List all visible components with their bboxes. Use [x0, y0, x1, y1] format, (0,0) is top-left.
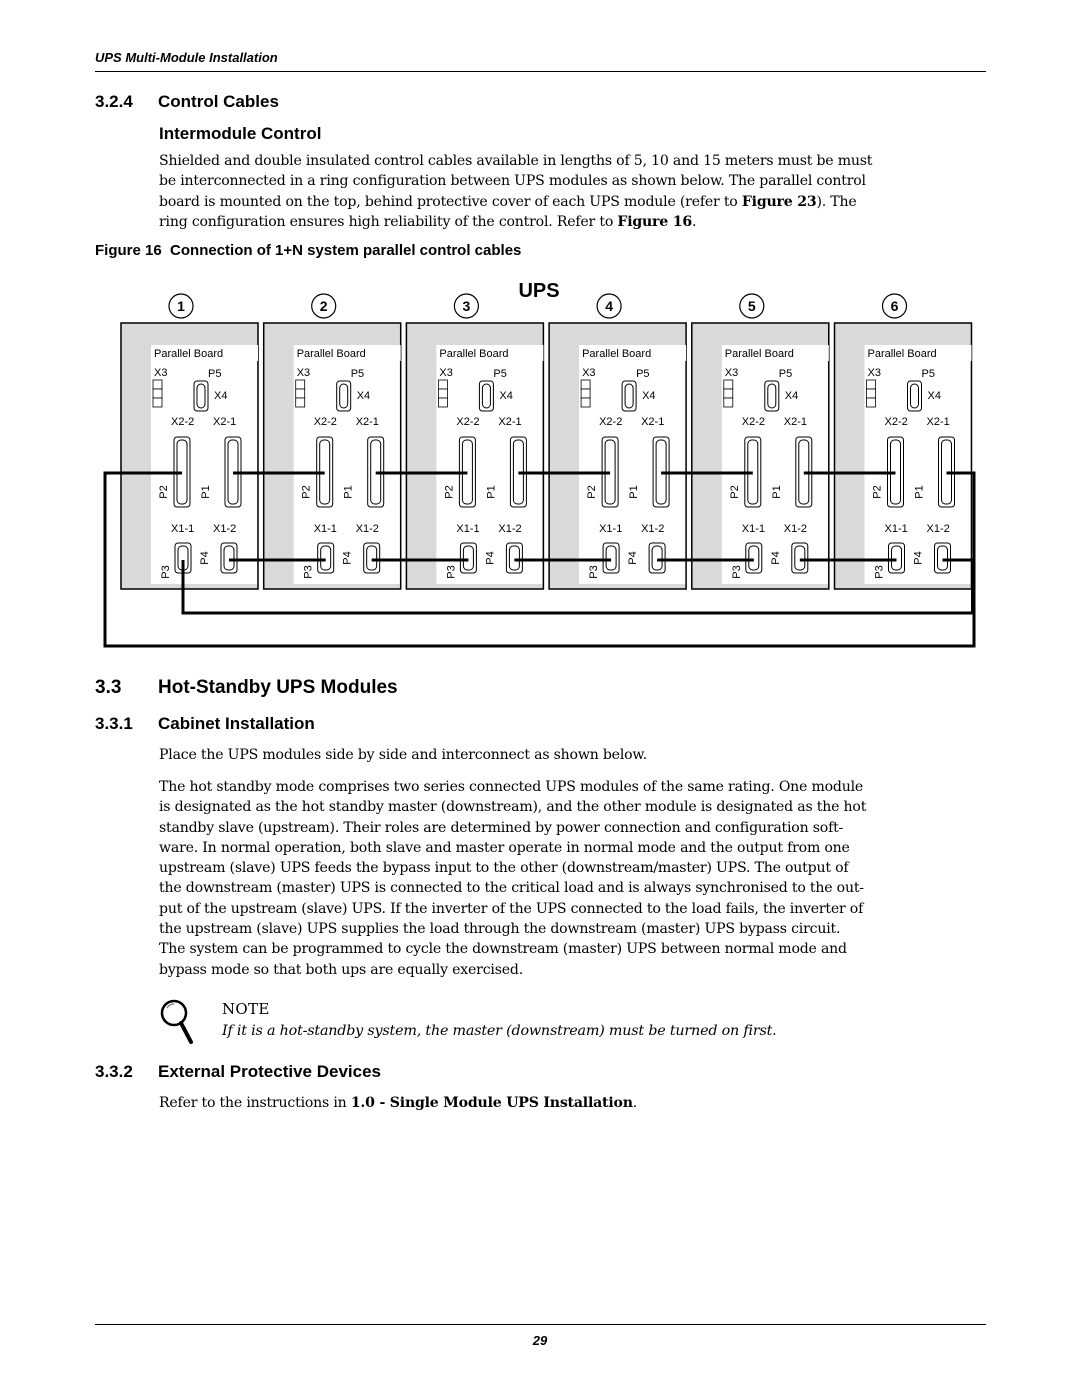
x1-2-label: X1-2: [641, 523, 665, 535]
paragraph-line: ring configuration ensures high reliability of the control. Refer to Figure 16.: [159, 213, 697, 230]
x1-2-label: X1-2: [213, 523, 237, 535]
p4-label: P4: [627, 551, 640, 565]
subheading-intermodule-control: Intermodule Control: [159, 124, 322, 143]
p1-label: P1: [913, 485, 926, 499]
x3-pin: [153, 389, 162, 398]
note-label: NOTE: [222, 1000, 270, 1018]
p1-label: P1: [342, 485, 355, 499]
p3-label: P3: [730, 565, 743, 579]
x3-pin: [867, 380, 876, 389]
paragraph-line: be interconnected in a ring configuration between UPS modules as shown below. The parallel control: [159, 173, 866, 190]
p5-label: P5: [778, 368, 793, 380]
x3-pin: [724, 380, 733, 389]
x1-1-label: X1-1: [171, 523, 195, 535]
board-title: Parallel Board: [154, 348, 224, 360]
board-title: Parallel Board: [439, 348, 509, 360]
magnifier-icon: [157, 996, 197, 1048]
x4-label: X4: [927, 390, 941, 402]
board-title: Parallel Board: [724, 348, 794, 360]
x3-pin: [296, 398, 305, 407]
single-module-installation-link[interactable]: 1.0 - Single Module UPS Installation: [350, 1095, 633, 1111]
p2-label: P2: [586, 485, 599, 499]
p3-label: P3: [302, 565, 315, 579]
x1-1-label: X1-1: [456, 523, 480, 535]
paragraph-line: bypass mode so that both ups are equally exercised.: [159, 961, 523, 978]
board-title: Parallel Board: [867, 348, 937, 360]
x3-pin: [153, 380, 162, 389]
x2-2-label: X2-2: [884, 416, 908, 428]
ups-module: [264, 294, 401, 589]
running-header: UPS Multi-Module Installation: [95, 50, 278, 65]
x3-pin: [438, 389, 447, 398]
paragraph-line: The hot standby mode comprises two series connected UPS modules of the same rating. One module: [159, 779, 864, 795]
board-title: Parallel Board: [582, 348, 652, 360]
p4-label: P4: [912, 551, 925, 565]
p4-label: P4: [199, 551, 211, 565]
ups-module: [692, 294, 829, 589]
paragraph-line: put of the upstream (slave) UPS. If the inverter of the UPS connected to the load fails, the inverter of: [159, 900, 864, 917]
paragraph-line: upstream (slave) UPS feeds the bypass input to the other (downstream/master) UPS. The output of: [159, 860, 849, 877]
section-3-3-2-heading: [95, 1062, 381, 1082]
x2-1-label: X2-1: [498, 416, 522, 428]
paragraph-line: ware. In normal operation, both slave and master operate in normal mode and the output from one: [159, 839, 850, 856]
paragraph-line: board is mounted on the top, behind protective cover of each UPS module (refer to Figure 23). The: [159, 193, 857, 210]
p4-connector: [364, 543, 380, 573]
ups-module: [121, 294, 258, 589]
figure-label: Figure 16: [95, 242, 162, 259]
x3-pin: [724, 398, 733, 407]
paragraph-line: is designated as the hot standby master (downstream), and the other module is designated as the hot: [159, 799, 867, 816]
section-number: 3.3.2: [95, 1062, 133, 1081]
p4-connector: [792, 543, 808, 573]
p3-connector: [889, 543, 905, 573]
x2-1-label: X2-1: [783, 416, 808, 428]
section-number: 3.3: [95, 677, 122, 698]
x2-2-label: X2-2: [456, 416, 480, 428]
section-number: 3.3.1: [95, 714, 133, 733]
x2-1-label: X2-1: [355, 416, 379, 428]
p5-label: P5: [350, 368, 365, 380]
x2-1-label: X2-1: [213, 416, 237, 428]
module-number: 5: [747, 298, 756, 314]
paragraph-line: standby slave (upstream). Their roles are determined by power connection and configuration soft-: [159, 819, 844, 836]
x3-pin: [296, 380, 305, 389]
p4-label: P4: [484, 551, 497, 565]
module-number: 2: [319, 298, 328, 314]
x3-pin: [438, 398, 447, 407]
p1-label: P1: [628, 485, 641, 499]
x1-2-label: X1-2: [783, 523, 808, 535]
board-title: Parallel Board: [296, 348, 366, 360]
figure-16-link[interactable]: Figure 16: [617, 213, 692, 230]
x3-label: X3: [867, 367, 881, 379]
module-number: 3: [462, 298, 471, 314]
paragraph-line: the upstream (slave) UPS supplies the load through the downstream (master) UPS bypass circuit.: [159, 921, 841, 938]
figure-caption-text: Connection of 1+N system parallel control cables: [170, 242, 522, 259]
x1-1-label: X1-1: [884, 523, 908, 535]
x4-label: X4: [214, 390, 228, 402]
x3-pin: [581, 398, 590, 407]
x1-2-label: X1-2: [498, 523, 522, 535]
p1-label: P1: [200, 485, 212, 499]
p2-label: P2: [158, 485, 170, 499]
ups-label: UPS: [518, 280, 560, 302]
page-number: 29: [532, 1333, 548, 1348]
x3-pin: [867, 398, 876, 407]
figure-16-caption: [95, 242, 521, 259]
x2-1-label: X2-1: [926, 416, 950, 428]
x3-pin: [153, 398, 162, 407]
x2-1-label: X2-1: [641, 416, 665, 428]
ups-module: [549, 294, 686, 589]
module-number: 4: [605, 298, 613, 314]
x4-label: X4: [356, 390, 371, 402]
p3-connector: [603, 543, 619, 573]
note-text: If it is a hot-standby system, the master (downstream) must be turned on first.: [222, 1023, 777, 1039]
module-number: 1: [177, 298, 185, 314]
p5-label: P5: [208, 368, 222, 380]
p3-label: P3: [160, 565, 172, 579]
section-3-3-1-intro: Place the UPS modules side by side and interconnect as shown below.: [159, 747, 647, 763]
p3-connector: [460, 543, 476, 573]
p1-label: P1: [485, 485, 498, 499]
section-title: Hot-Standby UPS Modules: [158, 677, 398, 698]
module-number: 6: [890, 298, 899, 314]
x2-2-label: X2-2: [741, 416, 766, 428]
x3-pin: [581, 389, 590, 398]
x3-label: X3: [724, 367, 739, 379]
x3-label: X3: [439, 367, 453, 379]
x3-label: X3: [154, 367, 168, 379]
x3-pin: [867, 389, 876, 398]
x1-1-label: X1-1: [741, 523, 766, 535]
paragraph-line: Shielded and double insulated control cables available in lengths of 5, 10 and 15 meters must be must: [159, 153, 873, 169]
p1-label: P1: [770, 485, 783, 499]
x4-connector: [194, 381, 208, 411]
section-3-3-heading: [95, 677, 398, 699]
x4-connector: [479, 381, 493, 411]
section-3-2-4-paragraph: [159, 151, 989, 232]
section-title: Control Cables: [158, 92, 279, 111]
p4-connector: [935, 543, 951, 573]
footer-rule: [95, 1324, 986, 1325]
p5-label: P5: [636, 368, 650, 380]
x4-connector: [908, 381, 922, 411]
x4-connector: [337, 381, 351, 411]
x1-1-label: X1-1: [313, 523, 337, 535]
header-rule: [95, 71, 986, 72]
parallel-control-cables-diagram: [95, 272, 985, 654]
x2-2-label: X2-2: [599, 416, 623, 428]
p2-label: P2: [871, 485, 884, 499]
x2-2-label: X2-2: [313, 416, 337, 428]
x4-label: X4: [784, 390, 799, 402]
p2-label: P2: [728, 485, 741, 499]
x1-2-label: X1-2: [355, 523, 379, 535]
p3-label: P3: [588, 565, 601, 579]
x3-pin: [581, 380, 590, 389]
x1-2-label: X1-2: [926, 523, 950, 535]
x4-label: X4: [642, 390, 656, 402]
p3-label: P3: [873, 565, 886, 579]
x1-1-label: X1-1: [599, 523, 623, 535]
p4-connector: [506, 543, 522, 573]
p2-label: P2: [300, 485, 313, 499]
p3-connector: [318, 543, 334, 573]
p3-connector: [746, 543, 762, 573]
section-title: External Protective Devices: [158, 1062, 382, 1081]
x3-label: X3: [296, 367, 311, 379]
ups-module: [835, 294, 972, 589]
x3-pin: [296, 389, 305, 398]
paragraph-line: The system can be programmed to cycle the downstream (master) UPS between normal mode and: [159, 941, 847, 958]
section-3-3-1-paragraph: [159, 777, 989, 980]
section-3-3-1-heading: [95, 714, 315, 734]
x3-pin: [438, 380, 447, 389]
section-title: Cabinet Installation: [158, 714, 315, 733]
p3-label: P3: [445, 565, 458, 579]
section-number: 3.2.4: [95, 92, 133, 111]
figure-23-link[interactable]: Figure 23: [741, 193, 817, 210]
x4-connector: [765, 381, 779, 411]
ups-module: [406, 294, 543, 589]
p4-connector: [649, 543, 665, 573]
p4-label: P4: [769, 551, 782, 565]
x3-label: X3: [582, 367, 596, 379]
p5-label: P5: [493, 368, 507, 380]
x4-label: X4: [499, 390, 513, 402]
x4-connector: [622, 381, 636, 411]
paragraph-line: the downstream (master) UPS is connected to the critical load and is always synchronised to the out-: [159, 880, 864, 897]
x2-2-label: X2-2: [171, 416, 195, 428]
p5-label: P5: [921, 368, 935, 380]
section-3-2-4-heading: [95, 92, 279, 112]
section-3-3-2-paragraph: Refer to the instructions in 1.0 - Single Module UPS Installation.: [159, 1095, 638, 1111]
p4-connector: [221, 543, 237, 573]
p2-label: P2: [443, 485, 456, 499]
p4-label: P4: [341, 551, 354, 565]
x3-pin: [724, 389, 733, 398]
